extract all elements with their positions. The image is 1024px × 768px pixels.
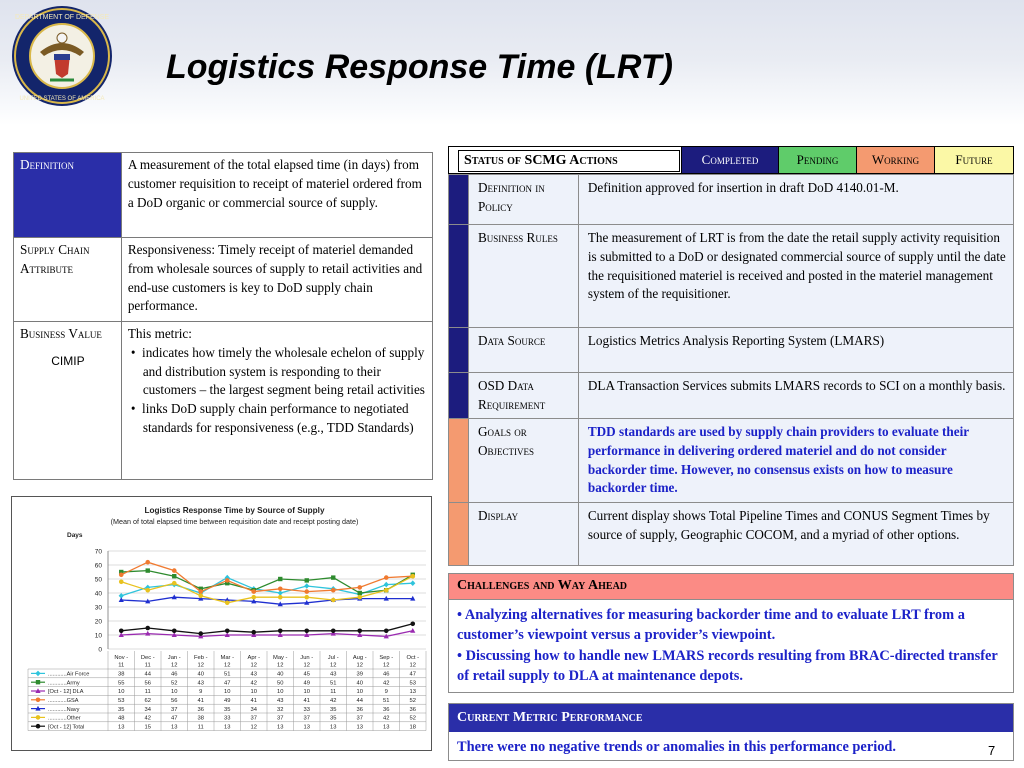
chart-data-point — [251, 630, 256, 635]
chart-data-point — [304, 589, 309, 594]
chart-data-point — [225, 601, 230, 606]
chart-ytick-label: 70 — [94, 548, 102, 556]
chart-data-point — [119, 629, 124, 634]
chart-legend-marker — [36, 680, 40, 684]
chart-ytick-label: 20 — [94, 618, 102, 626]
supply-chain-attribute-text: Responsiveness: Timely receipt of materiel demanded from wholesale sources of supply to retail activities and end-use customers is key to DoD supply chain performance. — [121, 238, 432, 322]
business-value-bullets — [128, 344, 427, 438]
chart-data-point — [225, 629, 230, 634]
status-row-text: DLA Transaction Services submits LMARS records to SCI on a monthly basis. — [578, 373, 1013, 419]
chart-table-value: 18 — [409, 724, 416, 731]
supply-chain-attribute-label: Supply Chain Attribute — [14, 238, 122, 322]
chart-xtick-label: Jan - — [167, 655, 181, 661]
chart-table-value: 46 — [383, 671, 390, 678]
chart-xtick-label: 12 — [250, 662, 257, 669]
chart-xtick-label: Nov - — [114, 655, 129, 661]
chart-table-value: 47 — [224, 680, 231, 687]
definition-label: Definition — [14, 153, 122, 238]
chart-legend-marker — [36, 698, 41, 703]
status-row-text: Current display shows Total Pipeline Times and CONUS Segment Times by source of supply, Geographic COCOM, and a myriad of other options. — [578, 503, 1013, 566]
chart-xtick-label: Jul - — [327, 655, 339, 661]
chart-xtick-label: 11 — [144, 662, 151, 669]
chart-table-value: 52 — [171, 680, 178, 687]
chart-legend-label: [Oct - 12] DLA — [48, 689, 84, 696]
chart-data-point — [357, 585, 362, 590]
chart-table-value: 13 — [409, 689, 416, 696]
chart-xtick-label: Mar - — [220, 655, 235, 661]
chart-table-value: 52 — [409, 698, 416, 704]
chart-table-value: 43 — [197, 680, 204, 687]
chart-title: Logistics Response Time by Source of Supply — [144, 506, 325, 515]
chart-xtick-label: May - — [273, 655, 288, 661]
chart-data-point — [331, 588, 336, 593]
definition-row — [14, 153, 433, 238]
chart-table-value: 9 — [384, 689, 388, 696]
chart-table-value: 10 — [250, 689, 257, 696]
chart-data-point — [304, 595, 309, 600]
chart-data-point — [384, 575, 389, 580]
chart-legend-label: ............Air Force — [48, 671, 90, 678]
challenges-panel — [448, 573, 1014, 693]
chart-ytick-label: 30 — [94, 604, 102, 612]
chart-table-value: 12 — [250, 724, 257, 731]
status-row-text: Logistics Metrics Analysis Reporting System (LMARS) — [578, 328, 1013, 373]
chart-data-point — [225, 578, 230, 583]
chart-table-value: 10 — [303, 689, 310, 696]
svg-text:UNITED STATES OF AMERICA: UNITED STATES OF AMERICA — [19, 96, 105, 102]
chart-data-point — [145, 588, 150, 593]
chart-data-point — [198, 594, 203, 599]
chart-data-point — [304, 629, 309, 634]
chart-xtick-label: Jun - — [300, 655, 314, 661]
chart-table-value: 36 — [409, 706, 416, 713]
chart-table-value: 9 — [199, 689, 203, 696]
chart-data-point — [145, 560, 150, 565]
chart-table-value: 53 — [409, 680, 416, 687]
status-row-label: Goals or Objectives — [468, 419, 578, 503]
chart-table-value: 51 — [383, 698, 390, 704]
chart-data-point — [251, 595, 256, 600]
status-row-label: Data Source — [468, 328, 578, 373]
chart-table-value: 43 — [250, 671, 257, 678]
chart-data-point — [357, 595, 362, 600]
chart-data-point — [410, 622, 415, 627]
status-row — [449, 328, 1014, 373]
business-value-label — [14, 322, 122, 480]
status-row — [449, 373, 1014, 419]
chart-table-value: 32 — [277, 706, 284, 713]
chart-table-value: 53 — [118, 698, 125, 704]
chart-table-value: 62 — [144, 698, 151, 704]
lrt-chart — [11, 496, 432, 751]
definition-text: A measurement of the total elapsed time (in days) from customer requisition to receipt of materiel ordered from a DoD organic or commercial source of supply. — [121, 153, 432, 238]
chart-xtick-label: 12 — [171, 662, 178, 669]
chart-table-value: 40 — [356, 680, 363, 687]
chart-table-value: 10 — [356, 689, 363, 696]
chart-table-value: 11 — [330, 689, 337, 696]
chart-legend-marker — [36, 715, 41, 720]
chart-table-value: 41 — [250, 698, 257, 704]
chart-data-point — [331, 575, 335, 579]
chart-data-point — [278, 595, 283, 600]
chart-table-value: 10 — [277, 689, 284, 696]
chart-table-value: 42 — [144, 715, 151, 722]
chart-xtick-label: 12 — [356, 662, 363, 669]
chart-table-value: 37 — [277, 715, 284, 722]
status-table — [448, 174, 1014, 566]
status-marker-completed — [449, 225, 469, 328]
chart-table-value: 36 — [356, 706, 363, 713]
chart-ylabel: Days — [67, 532, 83, 539]
chart-table-value: 49 — [224, 698, 231, 704]
chart-table-value: 35 — [224, 706, 231, 713]
chart-data-point — [119, 573, 124, 578]
business-value-intro: This metric: — [127, 326, 192, 341]
status-row — [449, 503, 1014, 566]
business-value-row — [14, 322, 433, 480]
chart-data-point — [331, 629, 336, 634]
chart-xtick-label: Dec - — [140, 655, 155, 661]
chart-table-value: 34 — [250, 706, 257, 713]
chart-table-value: 56 — [171, 698, 178, 704]
chart-legend-label: ............Army — [48, 680, 80, 687]
performance-text: There were no negative trends or anomalies in this performance period. — [457, 739, 897, 755]
chart-table-value: 37 — [356, 715, 363, 722]
business-value-label-text: Business Value — [20, 326, 102, 341]
chart-ytick-label: 0 — [98, 646, 102, 654]
chart-subtitle: (Mean of total elapsed time between requisition date and receipt posting date) — [110, 517, 359, 526]
chart-data-point — [410, 628, 415, 633]
chart-legend-label: ............Navy — [48, 706, 80, 713]
chart-data-point — [384, 582, 389, 588]
chart-table-value: 15 — [144, 724, 151, 731]
chart-data-point — [172, 574, 176, 578]
chart-table-value: 43 — [330, 671, 337, 678]
chart-xtick-label: Feb - — [193, 655, 208, 661]
chart-data-point — [278, 577, 282, 581]
status-header — [448, 146, 1014, 174]
chart-table-value: 10 — [118, 689, 125, 696]
chart-legend-marker — [35, 671, 40, 677]
status-marker-working — [449, 503, 469, 566]
chart-xtick-label: Sep - — [379, 655, 394, 661]
performance-title: Current Metric Performance — [449, 704, 1013, 732]
chart-xtick-label: 12 — [383, 662, 390, 669]
chart-data-point — [172, 629, 177, 634]
chart-table-value: 40 — [197, 671, 204, 678]
chart-xtick-label: 12 — [409, 662, 416, 669]
chart-table-value: 49 — [303, 680, 310, 687]
chart-xtick-label: 12 — [197, 662, 204, 669]
definition-table — [13, 152, 433, 480]
legend-future: Future — [934, 147, 1013, 173]
chart-xtick-label: 12 — [330, 662, 337, 669]
chart-table-value: 13 — [277, 724, 284, 731]
status-row — [449, 419, 1014, 503]
chart-table-value: 13 — [224, 724, 231, 731]
chart-series-line — [121, 597, 413, 604]
chart-table-value: 13 — [118, 724, 125, 731]
chart-table-value: 36 — [197, 706, 204, 713]
chart-xtick-label: 11 — [118, 662, 125, 669]
chart-data-point — [357, 629, 362, 634]
chart-data-point — [410, 574, 415, 579]
chart-legend-label: [Oct - 12] Total — [48, 724, 85, 731]
chart-series-line — [121, 562, 413, 591]
business-value-bullet: • links DoD supply chain performance to negotiated standards for responsiveness (e.g., TDD Standards) — [130, 401, 414, 435]
chart-table-value: 42 — [383, 715, 390, 722]
chart-table-value: 44 — [144, 671, 151, 678]
chart-table-value: 47 — [171, 715, 178, 722]
chart-table-value: 40 — [277, 671, 284, 678]
chart-data-point — [251, 589, 256, 594]
chart-data-point — [331, 598, 336, 603]
chart-table-value: 51 — [224, 671, 231, 678]
chart-legend-marker — [36, 724, 41, 729]
chart-table-value: 13 — [383, 724, 390, 731]
chart-table-value: 42 — [330, 698, 337, 704]
chart-data-point — [384, 588, 389, 593]
chart-table-value: 11 — [197, 724, 204, 731]
chart-data-point — [410, 580, 415, 586]
chart-table-value: 37 — [171, 706, 178, 713]
chart-table-value: 42 — [250, 680, 257, 687]
chart-data-point — [358, 591, 362, 595]
status-marker-completed — [449, 373, 469, 419]
status-row-text: TDD standards are used by supply chain providers to evaluate their performance in delivering ordered materiel and do not consider backorder time. However, no consensus exists on how to measure backorder time. — [578, 419, 1013, 503]
status-row — [449, 175, 1014, 225]
chart-table-value: 45 — [303, 671, 310, 678]
chart-data-point — [278, 629, 283, 634]
cimip-note: CIMIP — [51, 353, 85, 368]
business-value-text — [121, 322, 432, 480]
chart-table-value: 50 — [277, 680, 284, 687]
status-title: Status of SCMG Actions — [458, 150, 680, 172]
chart-table-value: 41 — [197, 698, 204, 704]
dod-seal-icon — [10, 4, 114, 108]
chart-table-value: 33 — [224, 715, 231, 722]
chart-table-value: 33 — [303, 706, 310, 713]
chart-xtick-label: 12 — [277, 662, 284, 669]
chart-data-point — [198, 631, 203, 636]
status-row-label: Business Rules — [468, 225, 578, 328]
chart-data-point — [384, 629, 389, 634]
svg-text:DEPARTMENT OF DEFENSE: DEPARTMENT OF DEFENSE — [14, 14, 110, 21]
chart-data-point — [172, 581, 177, 586]
status-row-label: Definition in Policy — [468, 175, 578, 225]
chart-table-value: 37 — [250, 715, 257, 722]
chart-legend-label: ............Other — [48, 715, 81, 722]
chart-xtick-label: Aug - — [352, 655, 367, 661]
chart-data-point — [305, 578, 309, 582]
chart-data-point — [198, 589, 203, 594]
chart-xtick-label: 12 — [224, 662, 231, 669]
status-row-label: Display — [468, 503, 578, 566]
lrt-chart-svg — [12, 497, 433, 752]
status-marker-completed — [449, 328, 469, 373]
chart-table-value: 44 — [356, 698, 363, 704]
chart-data-point — [146, 568, 150, 572]
chart-table-value: 13 — [303, 724, 310, 731]
page-title: Logistics Response Time (LRT) — [166, 48, 673, 86]
chart-data-point — [172, 568, 177, 573]
status-marker-completed — [449, 175, 469, 225]
chart-xtick-label: 12 — [303, 662, 310, 669]
legend-completed: Completed — [681, 147, 778, 173]
challenge-item: • Discussing how to handle new LMARS records resulting from BRAC-directed transfer of retail supply to DLA at maintenance depots. — [457, 647, 998, 685]
chart-data-point — [278, 587, 283, 592]
chart-table-value: 13 — [356, 724, 363, 731]
chart-table-value: 39 — [356, 671, 363, 678]
chart-xtick-label: Apr - — [247, 655, 261, 661]
chart-ytick-label: 40 — [94, 590, 102, 598]
business-value-bullet: • indicates how timely the wholesale echelon of supply and distribution system is responding to their customers – the largest segment being retail activities — [130, 344, 425, 398]
chart-table-value: 36 — [383, 706, 390, 713]
chart-table-value: 10 — [171, 689, 178, 696]
chart-table-value: 11 — [144, 689, 151, 696]
chart-table-value: 35 — [330, 715, 337, 722]
legend-pending: Pending — [778, 147, 856, 173]
chart-table-value: 13 — [171, 724, 178, 731]
chart-table-value: 37 — [303, 715, 310, 722]
status-row-text: Definition approved for insertion in draft DoD 4140.01-M. — [578, 175, 1013, 225]
chart-table-value: 43 — [277, 698, 284, 704]
status-marker-working — [449, 419, 469, 503]
challenges-body — [449, 600, 1013, 692]
status-row-label: OSD Data Requirement — [468, 373, 578, 419]
chart-table-value: 10 — [224, 689, 231, 696]
chart-table-value: 38 — [197, 715, 204, 722]
chart-ytick-label: 10 — [94, 632, 102, 640]
chart-table-value: 56 — [144, 680, 151, 687]
chart-table-value: 55 — [118, 680, 125, 687]
chart-table-value: 46 — [171, 671, 178, 678]
chart-legend-label: ............GSA — [48, 698, 79, 704]
chart-table-value: 52 — [409, 715, 416, 722]
status-row-text: The measurement of LRT is from the date the retail supply activity requisition is submitted to a DoD or designated commercial source of supply until the date the requisitioned materiel is received and posted in the materiel management system of the requisitioner. — [578, 225, 1013, 328]
challenge-item: • Analyzing alternatives for measuring backorder time and to evaluate LRT from a customer’s viewpoint versus a provider’s viewpoint. — [457, 607, 965, 644]
chart-table-value: 35 — [330, 706, 337, 713]
chart-table-value: 35 — [118, 706, 125, 713]
page-number: 7 — [988, 743, 996, 758]
supply-chain-attribute-row — [14, 238, 433, 322]
chart-table-value: 13 — [330, 724, 337, 731]
chart-table-value: 42 — [383, 680, 390, 687]
chart-table-value: 51 — [330, 680, 337, 687]
chart-ytick-label: 50 — [94, 576, 102, 584]
chart-xtick-label: Oct - — [406, 655, 420, 661]
chart-table-value: 41 — [303, 698, 310, 704]
chart-data-point — [119, 580, 124, 585]
legend-working: Working — [856, 147, 934, 173]
chart-table-value: 38 — [118, 671, 125, 678]
status-row — [449, 225, 1014, 328]
chart-table-value: 47 — [409, 671, 416, 678]
chart-series-line — [121, 624, 413, 634]
challenges-title: Challenges and Way Ahead — [449, 574, 1013, 600]
performance-panel — [448, 703, 1014, 761]
chart-data-point — [145, 626, 150, 631]
chart-data-point — [304, 583, 309, 589]
chart-table-value: 48 — [118, 715, 125, 722]
chart-ytick-label: 60 — [94, 562, 102, 570]
chart-table-value: 34 — [144, 706, 151, 713]
